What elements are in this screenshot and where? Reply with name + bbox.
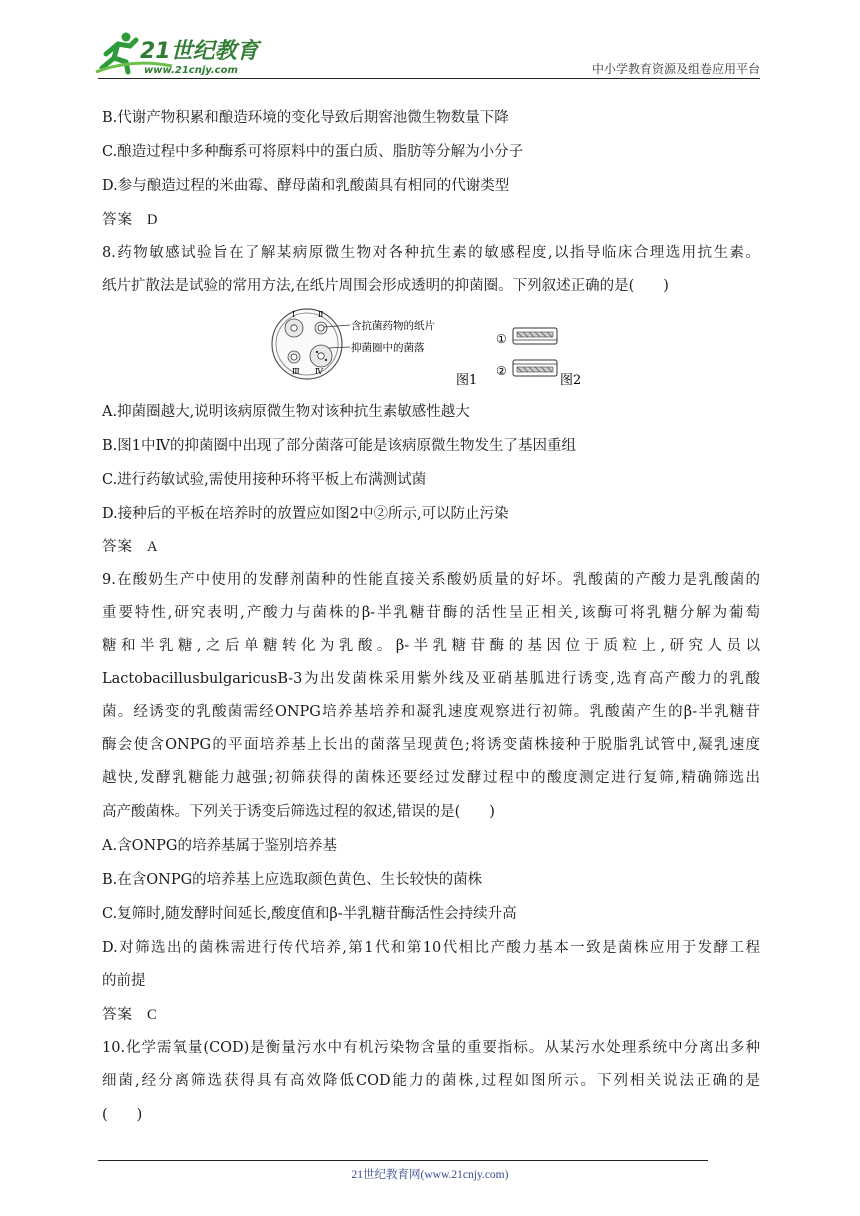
text-line: 9.在酸奶生产中使用的发酵剂菌种的性能直接关系酸奶质量的好坏。乳酸菌的产酸力是乳酸菌的 (102, 572, 760, 588)
text-line: 糖和半乳糖,之后单糖转化为乳酸。β-半乳糖苷酶的基因位于质粒上,研究人员以 (102, 638, 760, 654)
platform-name: 中小学教育资源及组卷应用平台 (591, 62, 760, 76)
label-colony-in-zone: 抑菌圈中的菌落 (351, 342, 425, 354)
text-line: 高产酸菌株。下列关于诱变后筛选过程的叙述,错误的是( ) (102, 804, 495, 820)
text-line: D.参与酿造过程的米曲霉、酵母菌和乳酸菌具有相同的代谢类型 (102, 178, 510, 194)
text-line: A.抑菌圈越大,说明该病原微生物对该种抗生素敏感性越大 (102, 404, 470, 420)
circled-1: ① (496, 332, 507, 346)
roman-4: Ⅳ (315, 367, 323, 376)
answer-label: 答案 (102, 1007, 133, 1023)
answer-value: A (147, 539, 158, 555)
answer-line (102, 210, 760, 230)
text-line: C.酿造过程中多种酶系可将原料中的蛋白质、脂肪等分解为小分子 (102, 144, 524, 160)
footer-text: 21世纪教育网(www.21cnjy.com) (351, 1169, 509, 1181)
text-line: B.代谢产物积累和酿造环境的变化导致后期窖池微生物数量下降 (102, 110, 509, 126)
roman-2: Ⅱ (318, 310, 324, 319)
text-line: 的前提 (102, 973, 146, 989)
text-line: B.图1中Ⅳ的抑菌圈中出现了部分菌落可能是该病原微生物发生了基因重组 (102, 438, 576, 454)
figure-1-petri-dish (272, 309, 477, 388)
roman-1: Ⅰ (292, 310, 296, 319)
text-line: 菌。经诱变的乳酸菌需经ONPG培养基培养和凝乳速度观察进行初筛。乳酸菌产生的β-半乳糖苷 (102, 704, 760, 720)
text-line: LactobacillusbulgaricusB-3为出发菌株采用紫外线及亚硝基胍进行诱变,选育高产酸力的乳酸 (102, 671, 760, 687)
text-line: 细菌,经分离筛选获得具有高效降低COD能力的菌株,过程如图所示。下列相关说法正确的是 (102, 1073, 760, 1089)
answer-line (102, 1005, 760, 1025)
answer-line (102, 537, 760, 557)
answer-value: D (147, 212, 158, 228)
text-line: 纸片扩散法是试验的常用方法,在纸片周围会形成透明的抑菌圈。下列叙述正确的是( ) (102, 278, 669, 294)
figure-2-plate-orientation (496, 328, 581, 388)
roman-3: Ⅲ (292, 367, 300, 376)
text-line: 越快,发酵乳糖能力越强;初筛获得的菌株还要经过发酵过程中的酸度测定进行复筛,精确筛选出 (102, 770, 760, 786)
header-divider (98, 78, 760, 79)
site-logo (92, 28, 272, 78)
answer-label: 答案 (102, 212, 133, 228)
text-line: C.复筛时,随发酵时间延长,酸度值和β-半乳糖苷酶活性会持续升高 (102, 906, 517, 922)
label-antibiotic-disk: 含抗菌药物的纸片 (351, 320, 435, 332)
logo-url-text: www.21cnjy.com (144, 65, 238, 76)
figure-disk-diffusion (270, 304, 600, 392)
text-line: 酶会使含ONPG的平面培养基上长出的菌落呈现黄色;将诱变菌株接种于脱脂乳试管中,凝乳速度 (102, 737, 760, 753)
page-header (0, 0, 860, 80)
text-line: D.接种后的平板在培养时的放置应如图2中②所示,可以防止污染 (102, 506, 509, 522)
text-line: 8.药物敏感试验旨在了解某病原微生物对各种抗生素的敏感程度,以指导临床合理选用抗生素。 (102, 245, 760, 261)
circled-2: ② (496, 364, 507, 378)
text-line: C.进行药敏试验,需使用接种环将平板上布满测试菌 (102, 472, 427, 488)
text-line: ( ) (102, 1107, 143, 1123)
text-line: A.含ONPG的培养基属于鉴别培养基 (102, 838, 337, 854)
figure-1-caption: 图1 (456, 373, 478, 388)
text-line: D.对筛选出的菌株需进行传代培养,第1代和第10代相比产酸力基本一致是菌株应用于发酵工程 (102, 940, 760, 956)
text-line: 10.化学需氧量(COD)是衡量污水中有机污染物含量的重要指标。从某污水处理系统中分离出多种 (102, 1040, 760, 1056)
answer-label: 答案 (102, 539, 133, 555)
footer-divider (98, 1160, 708, 1161)
text-line: 重要特性,研究表明,产酸力与菌株的β-半乳糖苷酶的活性呈正相关,该酶可将乳糖分解为葡萄 (102, 605, 760, 621)
answer-value: C (147, 1007, 157, 1023)
logo-main-text: 21世纪教育 (140, 39, 259, 64)
figure-2-caption: 图2 (560, 373, 582, 388)
text-line: B.在含ONPG的培养基上应选取颜色黄色、生长较快的菌株 (102, 872, 483, 888)
